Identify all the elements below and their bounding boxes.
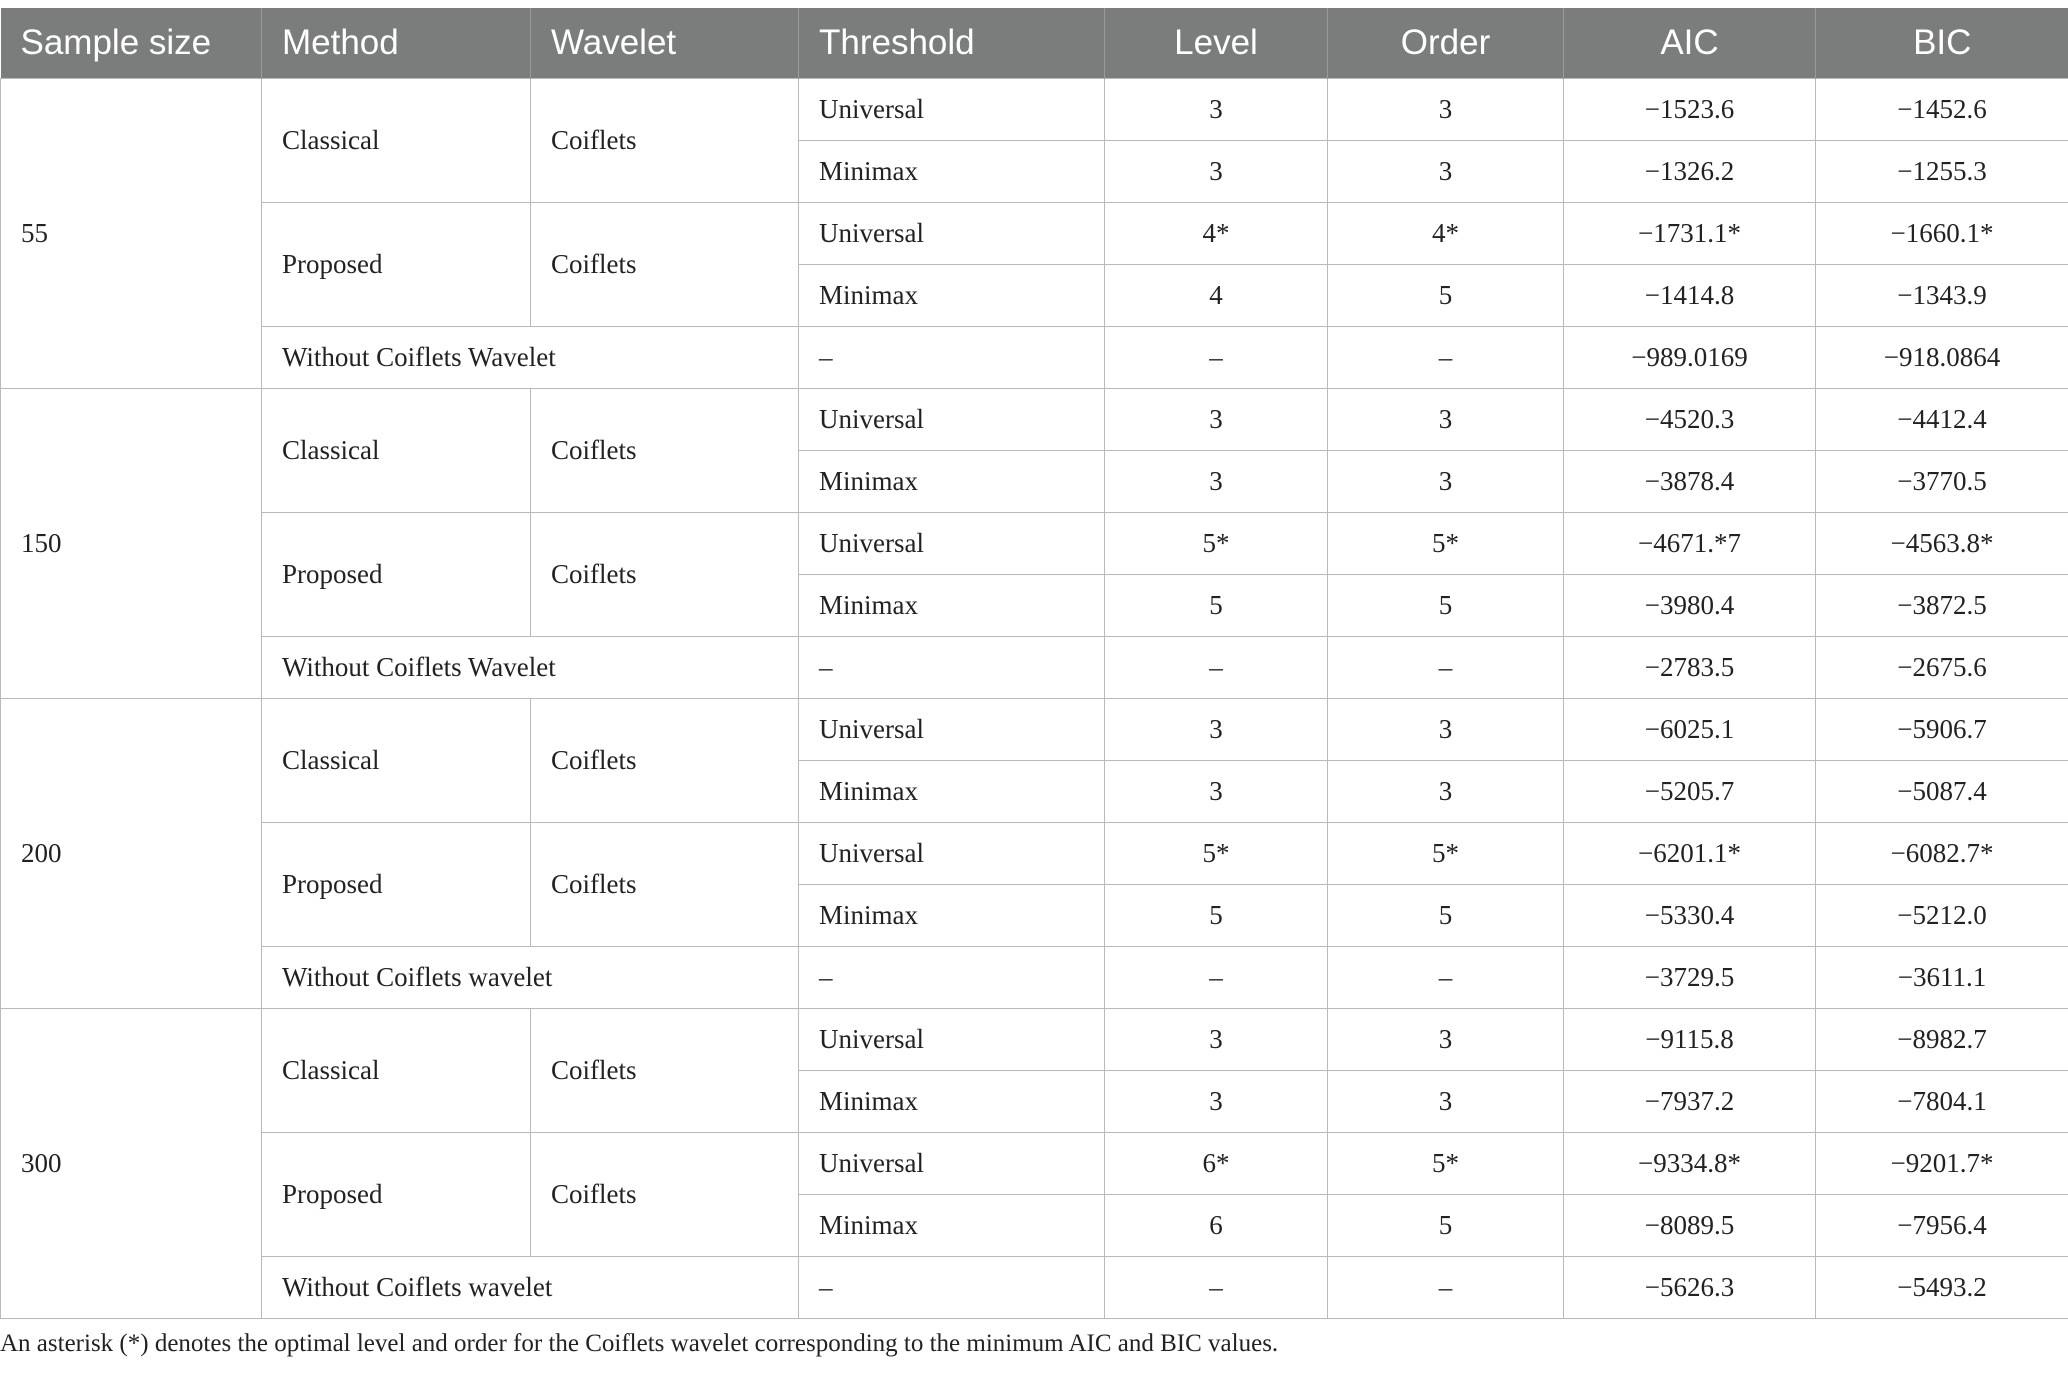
level-cell: 3 (1105, 1009, 1328, 1071)
method-cell: Classical (262, 389, 531, 513)
threshold-cell: Universal (799, 823, 1105, 885)
sample-size-cell: 150 (1, 389, 262, 699)
aic-cell: −1326.2 (1564, 141, 1816, 203)
bic-cell: −1452.6 (1816, 79, 2068, 141)
order-cell: 3 (1328, 1071, 1564, 1133)
threshold-cell: Universal (799, 513, 1105, 575)
order-cell: – (1328, 947, 1564, 1009)
level-cell: 5 (1105, 885, 1328, 947)
header-aic: AIC (1564, 8, 1816, 79)
method-cell: Proposed (262, 203, 531, 327)
threshold-cell: Minimax (799, 885, 1105, 947)
level-cell: 3 (1105, 451, 1328, 513)
method-cell: Proposed (262, 513, 531, 637)
level-cell: 5 (1105, 575, 1328, 637)
order-cell: 4* (1328, 203, 1564, 265)
order-cell: 5* (1328, 823, 1564, 885)
header-order: Order (1328, 8, 1564, 79)
method-cell: Classical (262, 1009, 531, 1133)
table-row-without-wavelet (1, 1257, 2068, 1319)
bic-cell: −4412.4 (1816, 389, 2068, 451)
bic-cell: −918.0864 (1816, 327, 2068, 389)
table-row (1, 79, 2068, 141)
bic-cell: −2675.6 (1816, 637, 2068, 699)
order-cell: 5* (1328, 513, 1564, 575)
bic-cell: −8982.7 (1816, 1009, 2068, 1071)
threshold-cell: Universal (799, 203, 1105, 265)
order-cell: 5 (1328, 265, 1564, 327)
level-cell: 3 (1105, 389, 1328, 451)
method-cell: Classical (262, 79, 531, 203)
table-row-without-wavelet (1, 637, 2068, 699)
order-cell: 5* (1328, 1133, 1564, 1195)
aic-cell: −1731.1* (1564, 203, 1816, 265)
bic-cell: −4563.8* (1816, 513, 2068, 575)
table-footnote: An asterisk (*) denotes the optimal level and order for the Coiflets wavelet corresponding to the minimum AIC and BIC values. (0, 1330, 1279, 1357)
bic-cell: −7804.1 (1816, 1071, 2068, 1133)
table-row (1, 1009, 2068, 1071)
level-cell: – (1105, 1257, 1328, 1319)
wavelet-cell: Coiflets (531, 79, 799, 203)
aic-cell: −1523.6 (1564, 79, 1816, 141)
level-cell: 3 (1105, 141, 1328, 203)
aic-cell: −2783.5 (1564, 637, 1816, 699)
bic-cell: −5906.7 (1816, 699, 2068, 761)
order-cell: 3 (1328, 1009, 1564, 1071)
bic-cell: −3770.5 (1816, 451, 2068, 513)
level-cell: 5* (1105, 513, 1328, 575)
header-sample-size: Sample size (1, 8, 262, 79)
bic-cell: −3611.1 (1816, 947, 2068, 1009)
order-cell: – (1328, 327, 1564, 389)
level-cell: 4* (1105, 203, 1328, 265)
table-row (1, 203, 2068, 265)
aic-cell: −3980.4 (1564, 575, 1816, 637)
header-bic: BIC (1816, 8, 2068, 79)
table-body (1, 79, 2068, 1319)
header-threshold: Threshold (799, 8, 1105, 79)
aic-cell: −5205.7 (1564, 761, 1816, 823)
bic-cell: −1660.1* (1816, 203, 2068, 265)
table-row-without-wavelet (1, 327, 2068, 389)
order-cell: 5 (1328, 575, 1564, 637)
bic-cell: −6082.7* (1816, 823, 2068, 885)
aic-cell: −5330.4 (1564, 885, 1816, 947)
sample-size-cell: 200 (1, 699, 262, 1009)
aic-cell: −8089.5 (1564, 1195, 1816, 1257)
level-cell: – (1105, 947, 1328, 1009)
threshold-cell: Universal (799, 389, 1105, 451)
threshold-cell: – (799, 637, 1105, 699)
aic-cell: −9334.8* (1564, 1133, 1816, 1195)
order-cell: – (1328, 1257, 1564, 1319)
threshold-cell: Universal (799, 699, 1105, 761)
level-cell: 3 (1105, 761, 1328, 823)
method-cell: Classical (262, 699, 531, 823)
threshold-cell: Minimax (799, 451, 1105, 513)
table-row-without-wavelet (1, 947, 2068, 1009)
wavelet-cell: Coiflets (531, 699, 799, 823)
aic-cell: −4671.*7 (1564, 513, 1816, 575)
aic-cell: −5626.3 (1564, 1257, 1816, 1319)
bic-cell: −5087.4 (1816, 761, 2068, 823)
table-row (1, 389, 2068, 451)
level-cell: 3 (1105, 79, 1328, 141)
method-cell: Proposed (262, 823, 531, 947)
aic-cell: −9115.8 (1564, 1009, 1816, 1071)
without-wavelet-label: Without Coiflets wavelet (262, 947, 799, 1009)
order-cell: 3 (1328, 79, 1564, 141)
threshold-cell: Minimax (799, 265, 1105, 327)
aic-cell: −4520.3 (1564, 389, 1816, 451)
threshold-cell: – (799, 327, 1105, 389)
threshold-cell: – (799, 1257, 1105, 1319)
table-header (1, 8, 2068, 79)
without-wavelet-label: Without Coiflets Wavelet (262, 327, 799, 389)
bic-cell: −1255.3 (1816, 141, 2068, 203)
bic-cell: −1343.9 (1816, 265, 2068, 327)
level-cell: – (1105, 327, 1328, 389)
threshold-cell: – (799, 947, 1105, 1009)
level-cell: 3 (1105, 699, 1328, 761)
threshold-cell: Minimax (799, 141, 1105, 203)
level-cell: 6* (1105, 1133, 1328, 1195)
table-container (0, 8, 2068, 1319)
aic-cell: −989.0169 (1564, 327, 1816, 389)
order-cell: 3 (1328, 389, 1564, 451)
table-row (1, 823, 2068, 885)
order-cell: – (1328, 637, 1564, 699)
level-cell: 3 (1105, 1071, 1328, 1133)
threshold-cell: Minimax (799, 1195, 1105, 1257)
wavelet-cell: Coiflets (531, 513, 799, 637)
level-cell: 5* (1105, 823, 1328, 885)
without-wavelet-label: Without Coiflets wavelet (262, 1257, 799, 1319)
order-cell: 5 (1328, 1195, 1564, 1257)
aic-cell: −3729.5 (1564, 947, 1816, 1009)
threshold-cell: Minimax (799, 761, 1105, 823)
aic-cell: −1414.8 (1564, 265, 1816, 327)
threshold-cell: Minimax (799, 575, 1105, 637)
threshold-cell: Universal (799, 1133, 1105, 1195)
wavelet-cell: Coiflets (531, 823, 799, 947)
level-cell: 4 (1105, 265, 1328, 327)
aic-cell: −6201.1* (1564, 823, 1816, 885)
table-row (1, 1133, 2068, 1195)
level-cell: 6 (1105, 1195, 1328, 1257)
bic-cell: −3872.5 (1816, 575, 2068, 637)
order-cell: 5 (1328, 885, 1564, 947)
order-cell: 3 (1328, 451, 1564, 513)
header-level: Level (1105, 8, 1328, 79)
aic-cell: −7937.2 (1564, 1071, 1816, 1133)
wavelet-cell: Coiflets (531, 1133, 799, 1257)
table-row (1, 513, 2068, 575)
header-method: Method (262, 8, 531, 79)
aic-cell: −3878.4 (1564, 451, 1816, 513)
order-cell: 3 (1328, 699, 1564, 761)
header-row (1, 8, 2068, 79)
threshold-cell: Universal (799, 1009, 1105, 1071)
method-cell: Proposed (262, 1133, 531, 1257)
without-wavelet-label: Without Coiflets Wavelet (262, 637, 799, 699)
results-table (0, 8, 2068, 1319)
level-cell: – (1105, 637, 1328, 699)
wavelet-cell: Coiflets (531, 389, 799, 513)
aic-cell: −6025.1 (1564, 699, 1816, 761)
order-cell: 3 (1328, 761, 1564, 823)
sample-size-cell: 55 (1, 79, 262, 389)
threshold-cell: Universal (799, 79, 1105, 141)
bic-cell: −5493.2 (1816, 1257, 2068, 1319)
table-row (1, 699, 2068, 761)
bic-cell: −9201.7* (1816, 1133, 2068, 1195)
bic-cell: −7956.4 (1816, 1195, 2068, 1257)
bic-cell: −5212.0 (1816, 885, 2068, 947)
threshold-cell: Minimax (799, 1071, 1105, 1133)
sample-size-cell: 300 (1, 1009, 262, 1319)
wavelet-cell: Coiflets (531, 203, 799, 327)
header-wavelet: Wavelet (531, 8, 799, 79)
order-cell: 3 (1328, 141, 1564, 203)
wavelet-cell: Coiflets (531, 1009, 799, 1133)
